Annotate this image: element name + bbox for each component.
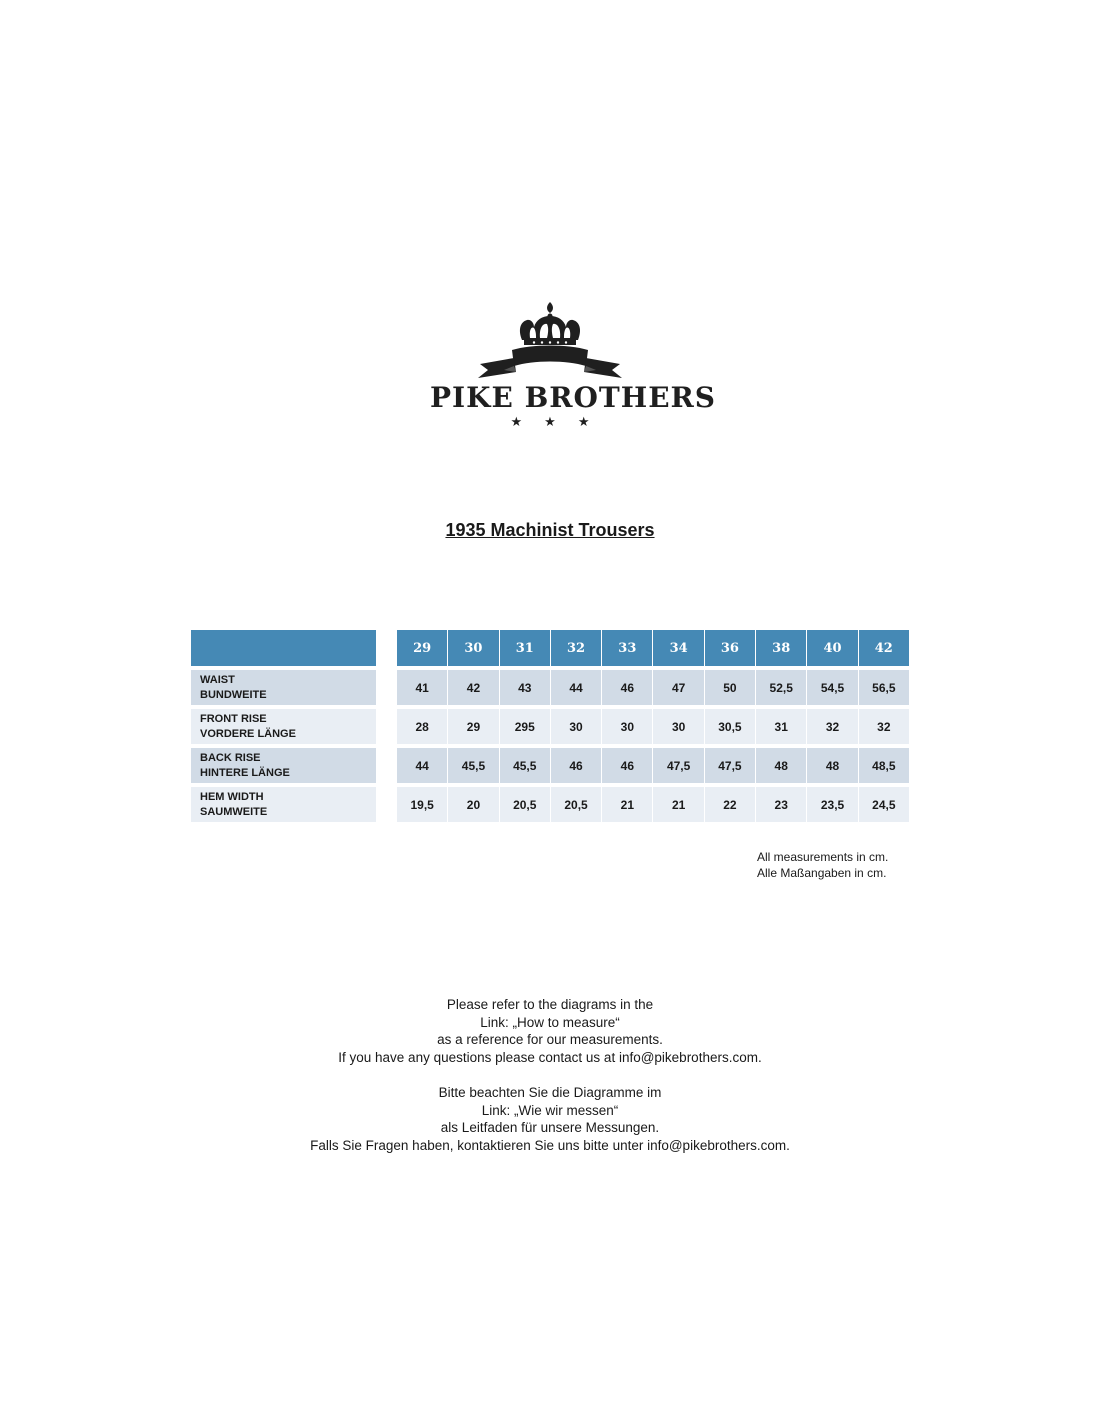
table-row — [397, 709, 910, 744]
table-cell: 29 — [448, 709, 499, 744]
brand-name: PIKE BROTHERS — [430, 381, 717, 414]
footer-line: Bitte beachten Sie die Diagramme im — [438, 1085, 662, 1100]
table-row — [397, 787, 910, 822]
table-cell: 24,5 — [859, 787, 910, 822]
table-cell: 19,5 — [397, 787, 448, 822]
footer-german — [0, 1084, 1100, 1154]
label-back-rise — [191, 748, 376, 783]
table-cell: 43 — [500, 670, 551, 705]
size-header-cell: 34 — [653, 630, 704, 666]
footer-contact-line: Falls Sie Fragen haben, kontaktieren Sie uns bitte unter info@pikebrothers.com. — [310, 1137, 790, 1153]
units-note — [757, 849, 888, 881]
label-de: SAUMWEITE — [200, 805, 268, 818]
label-header-cell — [191, 630, 376, 666]
size-header-cell: 36 — [705, 630, 756, 666]
table-cell: 46 — [602, 670, 653, 705]
footer-line: als Leitfaden für unsere Messungen. — [440, 1120, 660, 1136]
table-cell: 30,5 — [705, 709, 756, 744]
table-cell: 20 — [448, 787, 499, 822]
footer-link-line[interactable]: Link: „Wie wir messen“ — [481, 1102, 619, 1118]
table-cell: 47,5 — [705, 748, 756, 783]
footer-line: Please refer to the diagrams in the — [446, 997, 654, 1012]
size-header-cell: 29 — [397, 630, 448, 666]
size-table — [397, 630, 910, 826]
table-row — [397, 748, 910, 783]
table-cell: 32 — [859, 709, 910, 744]
table-cell: 47 — [653, 670, 704, 705]
table-cell: 30 — [551, 709, 602, 744]
footer-contact-line: If you have any questions please contact us at info@pikebrothers.com. — [338, 1049, 762, 1065]
footer-line: as a reference for our measurements. — [437, 1032, 663, 1048]
table-cell: 32 — [807, 709, 858, 744]
size-header-cell: 30 — [448, 630, 499, 666]
table-cell: 54,5 — [807, 670, 858, 705]
table-cell: 52,5 — [756, 670, 807, 705]
table-cell: 28 — [397, 709, 448, 744]
table-cell: 48 — [807, 748, 858, 783]
label-de: VORDERE LÄNGE — [200, 727, 296, 740]
table-cell: 20,5 — [551, 787, 602, 822]
table-cell: 45,5 — [448, 748, 499, 783]
size-header-cell: 32 — [551, 630, 602, 666]
size-header-cell: 40 — [807, 630, 858, 666]
table-cell: 46 — [602, 748, 653, 783]
table-cell: 44 — [397, 748, 448, 783]
table-cell: 45,5 — [500, 748, 551, 783]
table-cell: 44 — [551, 670, 602, 705]
table-cell: 21 — [602, 787, 653, 822]
label-waist — [191, 670, 376, 705]
size-header-row — [397, 630, 910, 666]
table-cell: 42 — [448, 670, 499, 705]
table-row — [397, 670, 910, 705]
table-cell: 47,5 — [653, 748, 704, 783]
label-de: BUNDWEITE — [200, 688, 267, 701]
footer-english — [0, 996, 1100, 1066]
table-cell: 31 — [756, 709, 807, 744]
label-de: HINTERE LÄNGE — [200, 766, 290, 779]
brand-logo — [430, 298, 717, 438]
size-header-cell: 38 — [756, 630, 807, 666]
footer-link-line[interactable]: Link: „How to measure“ — [480, 1014, 620, 1030]
size-header-cell: 33 — [602, 630, 653, 666]
label-front-rise — [191, 709, 376, 744]
units-note-de: Alle Maßangaben in cm. — [757, 866, 887, 880]
table-cell: 23,5 — [807, 787, 858, 822]
size-header-cell: 31 — [500, 630, 551, 666]
table-cell: 46 — [551, 748, 602, 783]
table-cell: 48 — [756, 748, 807, 783]
table-cell: 30 — [602, 709, 653, 744]
units-note-en: All measurements in cm. — [757, 850, 889, 864]
table-cell: 22 — [705, 787, 756, 822]
size-header-cell: 42 — [859, 630, 910, 666]
table-cell: 56,5 — [859, 670, 910, 705]
table-cell: 30 — [653, 709, 704, 744]
table-cell: 48,5 — [859, 748, 910, 783]
label-en: HEM WIDTH — [200, 790, 264, 803]
label-en: WAIST — [200, 673, 235, 686]
measurement-labels — [191, 630, 376, 826]
brand-stars: ★★★ — [510, 414, 612, 429]
table-cell: 50 — [705, 670, 756, 705]
label-en: BACK RISE — [200, 751, 261, 764]
table-cell: 23 — [756, 787, 807, 822]
table-cell: 21 — [653, 787, 704, 822]
page-title: 1935 Machinist Trousers — [445, 520, 655, 540]
table-cell: 20,5 — [500, 787, 551, 822]
label-en: FRONT RISE — [200, 712, 267, 725]
label-hem-width — [191, 787, 376, 822]
table-cell: 295 — [500, 709, 551, 744]
table-cell: 41 — [397, 670, 448, 705]
crown-banner-icon — [430, 298, 670, 383]
